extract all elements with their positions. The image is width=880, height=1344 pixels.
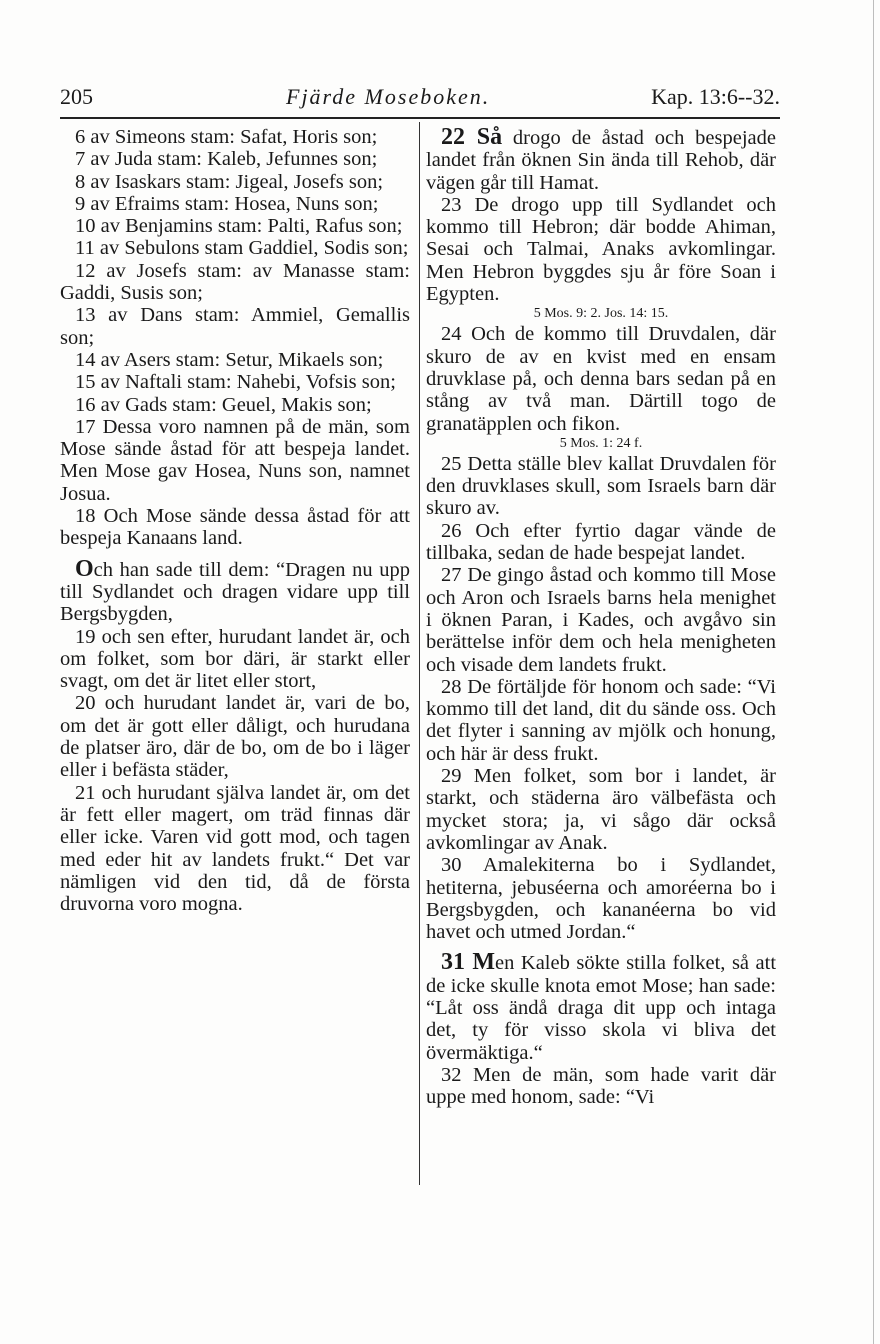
left-column xyxy=(60,126,410,915)
verse-paragraph xyxy=(60,394,410,416)
header-rule xyxy=(60,117,780,119)
verse-paragraph xyxy=(60,555,410,626)
verse-paragraph xyxy=(60,782,410,916)
verse-paragraph xyxy=(426,1064,776,1109)
verse-text: 6 av Simeons stam: Safat, Horis son; xyxy=(75,126,378,148)
verse-paragraph xyxy=(60,304,410,349)
verse-paragraph xyxy=(426,564,776,675)
verse-paragraph xyxy=(60,171,410,193)
verse-text: drogo de åstad och bespejade landet från öknen Sin ända till Rehob, där vägen går till Hamat. xyxy=(426,127,776,194)
verse-text: 21 och hurudant själva landet är, om det är fett eller magert, om träd finnas där eller icke. Varen vid gott mod, och tagen med eder hit av landets frukt.“ Det var nämligen vid den tid, då de första druvorna voro mogna. xyxy=(60,781,410,916)
verse-text: 8 av Isaskars stam: Jigeal, Josefs son; xyxy=(75,170,384,193)
verse-paragraph xyxy=(60,626,410,693)
verse-text: 27 De gingo åstad och kommo till Mose och Aron och Israels barns hela menighet i öknen Paran, i Kades, och avgåvo sin berättelse inför dem och hela menigheten och visade dem landets frukt. xyxy=(426,564,776,676)
verse-paragraph xyxy=(60,126,410,148)
verse-paragraph xyxy=(426,854,776,943)
verse-text: 7 av Juda stam: Kaleb, Jefunnes son; xyxy=(75,148,378,171)
verse-text: 23 De drogo upp till Sydlandet och kommo till Hebron; där bodde Ahiman, Sesai och Talmai, Anaks avkomlingar. Men Hebron byggdes sju år före Soan i Egypten. xyxy=(426,193,776,306)
verse-paragraph xyxy=(60,148,410,170)
right-column xyxy=(426,126,776,1108)
verse-text: 9 av Efraims stam: Hosea, Nuns son; xyxy=(75,192,379,215)
page-edge-line xyxy=(873,0,874,1344)
verse-paragraph xyxy=(60,416,410,505)
verse-text: 26 Och efter fyrtio dagar vände de tillbaka, sedan de hade bespejat landet. xyxy=(426,519,776,565)
verse-paragraph xyxy=(426,194,776,305)
column-divider xyxy=(419,122,420,1185)
verse-text: 20 och hurudant landet är, vari de bo, om det är gott eller dåligt, och hurudana de platser äro, där de bo, om de bo i läger eller i befästa städer, xyxy=(60,692,410,782)
verse-text: 12 av Josefs stam: av Manasse stam: Gaddi, Susis son; xyxy=(60,259,410,305)
verse-text: 25 Detta ställe blev kallat Druvdalen för den druvklases skull, som Israels barn där skuro av. xyxy=(426,452,776,520)
verse-paragraph xyxy=(60,260,410,305)
verse-text: 13 av Dans stam: Ammiel, Gemallis son; xyxy=(60,304,410,349)
verse-text: 19 och sen efter, hurudant landet är, och om folket, som bor däri, är starkt eller svagt, om det är litet eller stort, xyxy=(60,625,410,693)
verse-paragraph xyxy=(426,323,776,434)
verse-initial: 31 M xyxy=(441,949,496,976)
verse-paragraph xyxy=(60,237,410,259)
verse-paragraph xyxy=(426,676,776,765)
verse-text: 29 Men folket, som bor i landet, är starkt, och städerna äro välbefästa och mycket stora; ja, vi sågo där också avkomlingar av Anak. xyxy=(426,765,776,854)
cross-reference: 5 Mos. 1: 24 f. xyxy=(559,435,643,451)
verse-text: 15 av Naftali stam: Nahebi, Vofsis son; xyxy=(75,371,396,394)
verse-text: 32 Men de män, som hade varit där uppe med honom, sade: “Vi xyxy=(426,1063,776,1109)
verse-text: 16 av Gads stam: Geuel, Makis son; xyxy=(75,393,372,416)
verse-text: 24 Och de kommo till Druvdalen, där skuro de av en kvist med en ensam druvklase på, och denna bars sedan på en stång av två man. Därtill togo de granatäpplen och fikon. xyxy=(426,323,776,435)
verse-paragraph xyxy=(60,692,410,781)
verse-text: 18 Och Mose sände dessa åstad för att bespeja Kanaans land. xyxy=(60,505,410,550)
verse-paragraph xyxy=(60,193,410,215)
running-title: Fjärde Moseboken. xyxy=(286,84,491,109)
verse-text: 10 av Benjamins stam: Palti, Rafus son; xyxy=(75,215,403,238)
page-header xyxy=(60,84,780,118)
verse-paragraph xyxy=(426,453,776,520)
verse-paragraph xyxy=(426,126,776,194)
verse-text: 28 De förtäljde för honom och sade: “Vi kommo till det land, dit du sände oss. Och det flyter i sanning av mjölk och honung, och här är dess frukt. xyxy=(426,675,776,765)
verse-paragraph xyxy=(60,505,410,550)
verse-paragraph xyxy=(426,951,776,1063)
cross-reference: 5 Mos. 9: 2. Jos. 14: 15. xyxy=(533,306,669,322)
verse-text: en Kaleb sökte stilla folket, så att de icke skulle knota emot Mose; han sade: “Låt oss ändå draga dit upp och intaga det, ty för visso skola vi bliva det övermäktiga.“ xyxy=(426,952,777,1064)
verse-paragraph xyxy=(426,765,776,854)
verse-initial: 22 Så xyxy=(441,124,503,150)
page-number: 205 xyxy=(60,84,93,109)
verse-paragraph xyxy=(60,349,410,371)
verse-paragraph xyxy=(60,215,410,237)
verse-text: 17 Dessa voro namnen på de män, som Mose sände åstad för att bespeja landet. Men Mose gav Hosea, Nuns son, namnet Josua. xyxy=(60,415,410,505)
verse-text: 14 av Asers stam: Setur, Mikaels son; xyxy=(75,348,384,371)
verse-initial: O xyxy=(75,555,94,582)
verse-text: ch han sade till dem: “Dragen nu upp till Sydlandet och dragen vidare upp till Bergsbygden, xyxy=(60,558,410,626)
verse-text: 30 Amalekiterna bo i Sydlandet, hetiterna, jebuséerna och amoréerna bo i Bergsbygden, och kananéerna bo vid havet och utmed Jordan.“ xyxy=(426,854,776,944)
verse-paragraph xyxy=(60,371,410,393)
chapter-reference: Kap. 13:6--32. xyxy=(651,84,780,109)
verse-paragraph xyxy=(426,520,776,565)
verse-text: 11 av Sebulons stam Gaddiel, Sodis son; xyxy=(75,237,409,260)
